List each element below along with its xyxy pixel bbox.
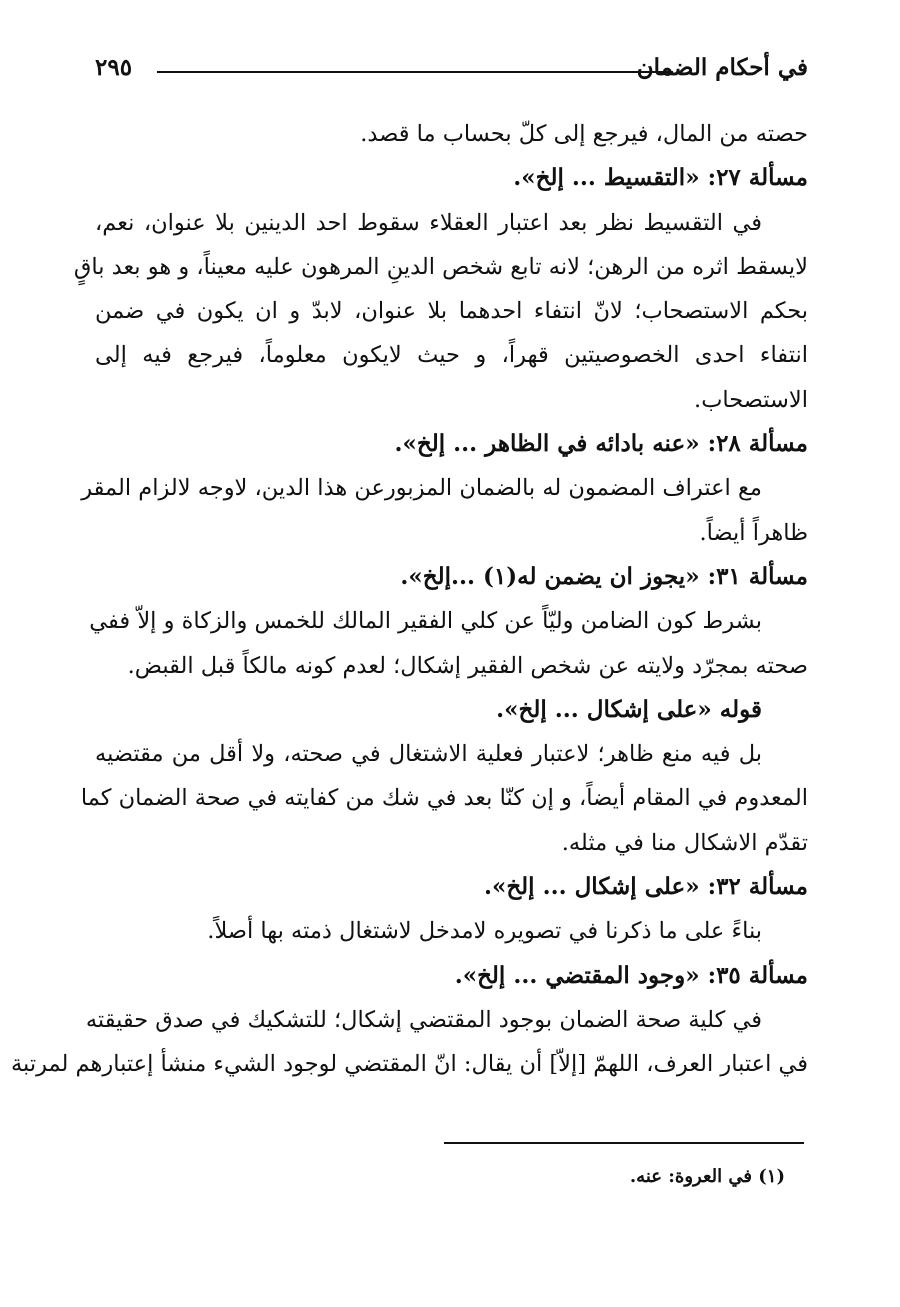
text-line: بل فيه منع ظاهر؛ لاعتبار فعلية الاشتغال في صحته، ولا أقل من مقتضيه	[95, 741, 762, 768]
header-rule	[157, 71, 673, 73]
text-line: بحكم الاستصحاب؛ لانّ انتفاء احدهما بلا عنوان، لابدّ و ان يكون في ضمن	[95, 298, 808, 325]
section-heading: مسألة ٣٢: «على إشكال ... إلخ».	[483, 873, 808, 901]
text-line: في التقسيط نظر بعد اعتبار العقلاء سقوط احد الدينين بلا عنوان، نعم،	[95, 209, 762, 236]
text-line: في اعتبار العرف، اللهمّ [إلاّ] أن يقال: انّ المقتضي لوجود الشيء منشأ إعتبارهم لمرتبة	[10, 1051, 808, 1078]
body-text	[10, 112, 808, 1087]
text-line: لايسقط اثره من الرهن؛ لانه تابع شخص الدينِ المرهون عليه معيناً، و هو بعد باقٍ	[73, 253, 808, 280]
text-line: في كلية صحة الضمان بوجود المقتضي إشكال؛ للتشكيك في صدق حقيقته	[85, 1006, 762, 1033]
text-line: انتفاء احدى الخصوصيتين قهراً، و حيث لايكون معلوماً، فيرجع فيه إلى	[95, 342, 808, 369]
text-line: الاستصحاب.	[694, 386, 808, 413]
section-heading: مسألة ٣١: «يجوز ان يضمن له(١) ...إلخ».	[400, 562, 808, 590]
section-heading: قوله «على إشكال ... إلخ».	[496, 695, 762, 723]
text-line: تقدّم الاشكال منا في مثله.	[561, 829, 808, 856]
page-number: ٢٩٥	[95, 54, 133, 81]
text-line: مع اعتراف المضمون له بالضمان المزبورعن هذا الدين، لاوجه لالزام المقر	[81, 475, 762, 502]
footnote-rule	[444, 1142, 804, 1144]
page-header	[95, 50, 808, 90]
text-line: المعدوم في المقام أيضاً، و إن كنّا بعد في شك من كفايته في صحة الضمان كما	[80, 785, 808, 812]
text-line: بشرط كون الضامن وليّاً عن كلي الفقير المالك للخمس والزكاة و إلاّ ففي	[89, 608, 762, 635]
section-heading: مسألة ٢٧: «التقسيط ... إلخ».	[513, 164, 808, 192]
text-line: صحته بمجرّد ولايته عن شخص الفقير إشكال؛ لعدم كونه مالكاً قبل القبض.	[127, 652, 808, 679]
text-line: حصته من المال، فيرجع إلى كلّ بحساب ما قصد.	[360, 121, 808, 147]
section-heading: مسألة ٢٨: «عنه بادائه في الظاهر ... إلخ».	[394, 430, 808, 458]
section-heading: مسألة ٣٥: «وجود المقتضي ... إلخ».	[454, 961, 808, 989]
text-line: بناءً على ما ذكرنا في تصويره لامدخل لاشتغال ذمته بها أصلاً.	[207, 918, 762, 945]
text-line: ظاهراً أيضاً.	[699, 519, 808, 546]
footnote: (١) في العروة: عنه.	[629, 1166, 785, 1187]
running-title: في أحكام الضمان	[636, 54, 808, 81]
